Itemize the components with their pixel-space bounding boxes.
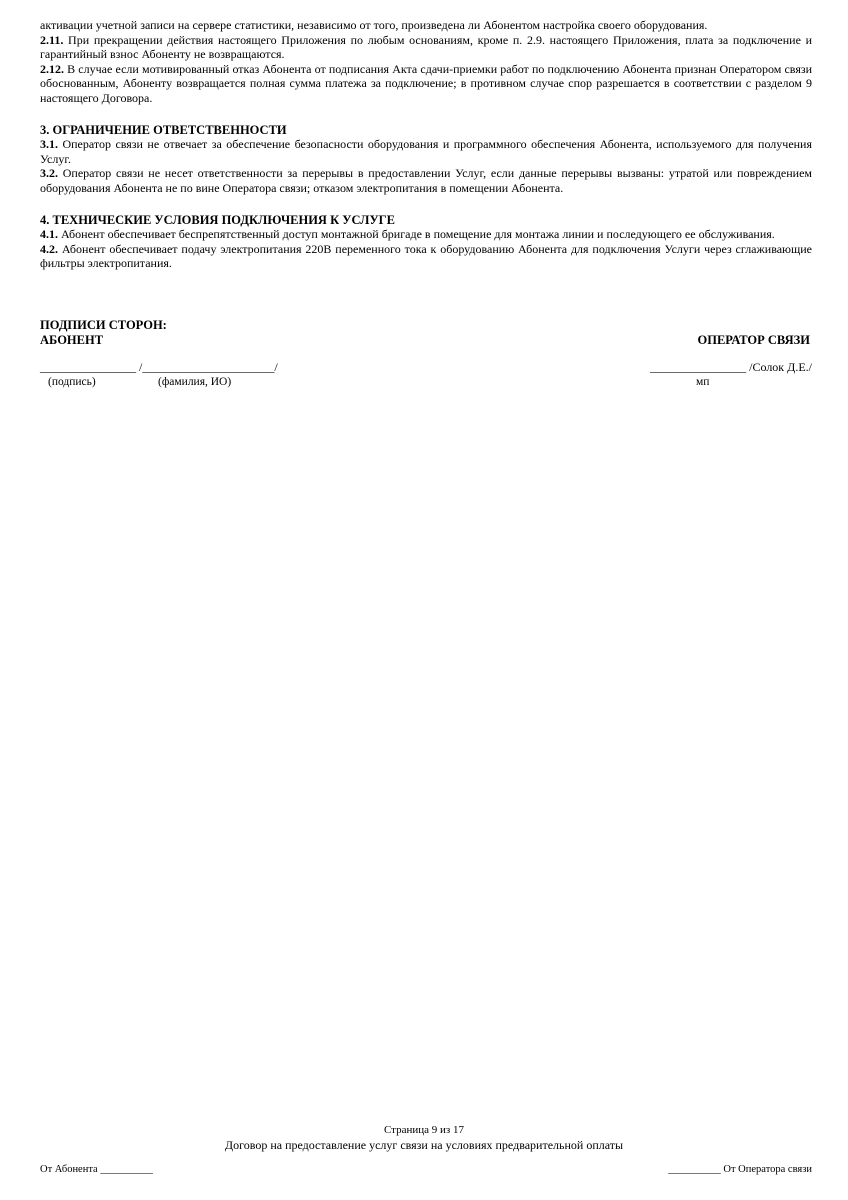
name-caption: (фамилия, ИО) (158, 376, 232, 388)
clause-text: Абонент обеспечивает беспрепятственный доступ монтажной бригаде в помещение для монтажа линии и последующего ее обслуживания. (61, 227, 775, 242)
footer-operator-initials: __________ От Оператора связи (668, 1164, 812, 1175)
signatures-title: ПОДПИСИ СТОРОН: (40, 318, 167, 332)
document-body (40, 18, 812, 271)
clause-text: Абонент обеспечивает подачу электропитания 220В переменного тока к оборудованию Абонента для подключения Услуги через сглаживающие фильтры электропитания. (40, 241, 813, 271)
signature-caption: (подпись) (48, 376, 96, 388)
clause-2-11 (40, 33, 812, 62)
operator-label: ОПЕРАТОР СВЯЗИ (697, 333, 810, 347)
clause-text: В случае если мотивированный отказ Абонента от подписания Акта сдачи-приемки работ по подключению Абонента признан Оператором связи обоснованным, Абоненту возвращается полная сумма платежа за подключение; в противном случае спор разрешается в соответствии с разделом 9 настоящего Договора. (40, 61, 812, 105)
page-number: Страница 9 из 17 (383, 1124, 465, 1136)
clause-4-2 (40, 242, 812, 271)
clause-3-2 (40, 166, 812, 195)
clause-text: Оператор связи не несет ответственности за перерывы в предоставлении Услуг, если данные перерывы вызваны: утратой или повреждением оборудования Абонента не по вине Оператора связи; отказом электропитания в помещении Абонента. (40, 166, 813, 195)
clause-number: 3.1. (40, 137, 58, 152)
clause-number: 3.2. (40, 166, 58, 181)
clause-number: 4.1. (40, 227, 58, 242)
clause-number: 4.2. (40, 241, 58, 256)
footer-subscriber-initials: От Абонента __________ (40, 1164, 153, 1175)
clause-number: 2.12. (40, 61, 64, 76)
signatures-heading (40, 318, 812, 348)
stamp-caption: мп (696, 376, 710, 388)
contract-title-footer: Договор на предоставление услуг связи на условиях предварительной оплаты (224, 1138, 624, 1152)
clause-text: При прекращении действия настоящего Приложения по любым основаниям, кроме п. 2.9. настоящего Приложения, плата за подключение и гарантийный взнос Абоненту не возвращаются. (40, 32, 813, 62)
clause-3-1 (40, 137, 812, 166)
clause-text: Оператор связи не отвечает за обеспечение безопасности оборудования и программного обеспечения Абонента, используемого для получения Услуг. (40, 137, 813, 166)
clause-number: 2.11. (40, 32, 64, 47)
subscriber-signature-line: ________________ /______________________/ (40, 360, 278, 374)
clause-2-12 (40, 62, 812, 106)
section-4-heading: 4. ТЕХНИЧЕСКИЕ УСЛОВИЯ ПОДКЛЮЧЕНИЯ К УСЛУГЕ (40, 212, 395, 227)
clause-4-1 (40, 227, 812, 242)
subscriber-label: АБОНЕНТ (40, 333, 104, 347)
paragraph-continuation: активации учетной записи на сервере статистики, независимо от того, произведена ли Абонентом настройка своего оборудования. (40, 18, 708, 32)
section-3-heading: 3. ОГРАНИЧЕНИЕ ОТВЕТСТВЕННОСТИ (40, 122, 287, 137)
operator-signature-line: ________________ /Солок Д.Е./ (650, 360, 812, 374)
